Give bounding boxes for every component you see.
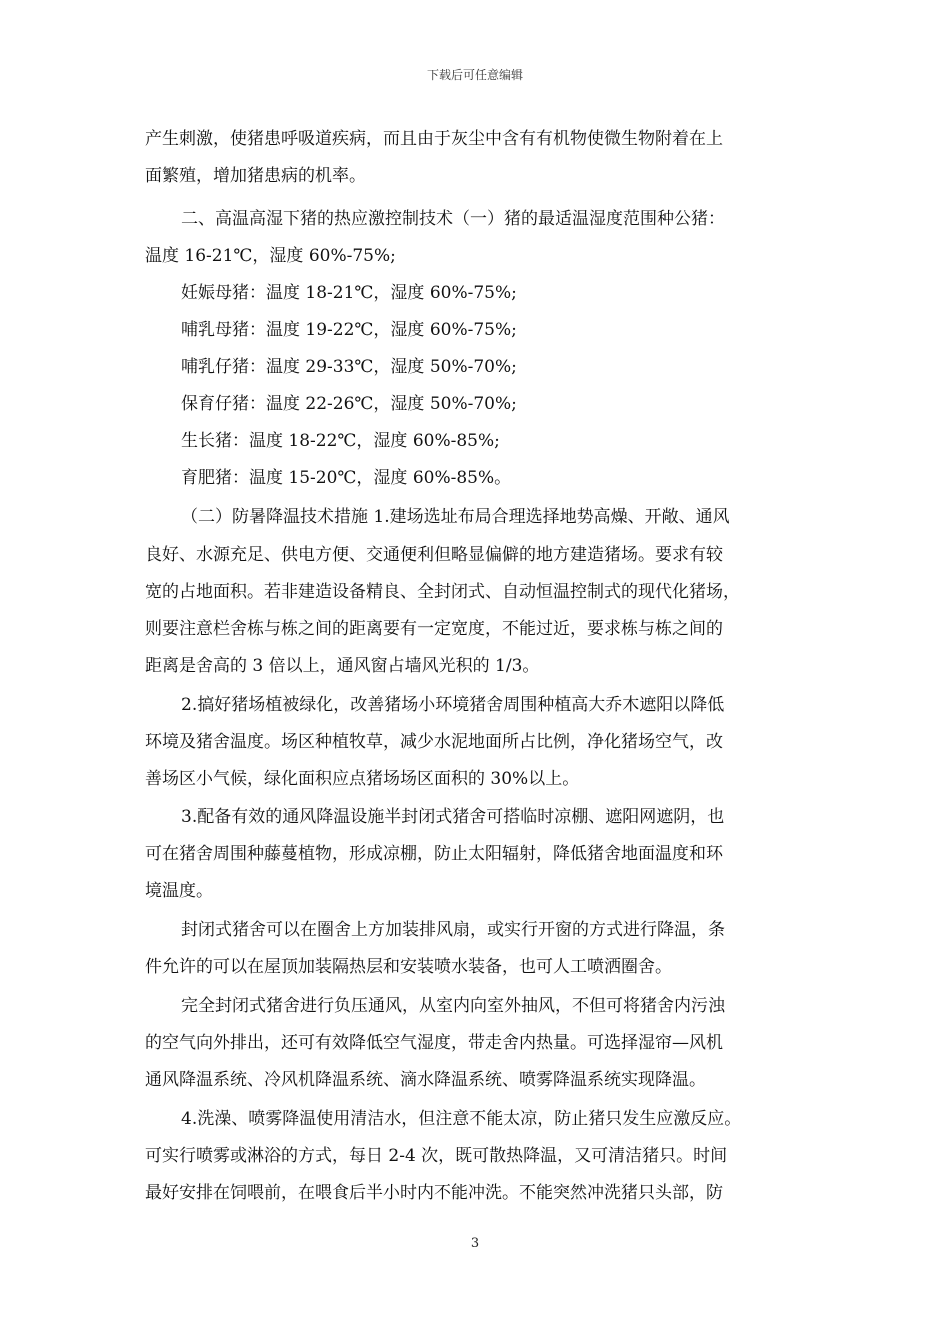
text-line: 保育仔猪：温度 22-26℃，湿度 50%-70%; — [181, 394, 517, 414]
text-line: 良好、水源充足、供电方便、交通便利但略显偏僻的地方建造猪场。要求有较 — [145, 545, 723, 565]
text-line: （二）防暑降温技术措施 1.建场选址布局合理选择地势高燥、开敞、通风 — [181, 507, 730, 527]
text-line: 可在猪舍周围种藤蔓植物，形成凉棚，防止太阳辐射，降低猪舍地面温度和环 — [145, 844, 723, 864]
text-line: 二、高温高湿下猪的热应激控制技术（一）猪的最适温湿度范围种公猪： — [181, 209, 725, 229]
text-line: 善场区小气候，绿化面积应点猪场场区面积的 30%以上。 — [145, 769, 580, 789]
text-line: 最好安排在饲喂前，在喂食后半小时内不能冲洗。不能突然冲洗猪只头部，防 — [145, 1183, 723, 1203]
text-line: 2.搞好猪场植被绿化，改善猪场小环境猪舍周围种植高大乔木遮阳以降低 — [181, 695, 725, 715]
text-line: 妊娠母猪：温度 18-21℃，湿度 60%-75%; — [181, 283, 517, 303]
page-header: 下载后可任意编辑 — [426, 68, 523, 82]
text-line: 封闭式猪舍可以在圈舍上方加装排风扇，或实行开窗的方式进行降温，条 — [181, 920, 725, 940]
text-line: 通风降温系统、冷风机降温系统、滴水降温系统、喷雾降温系统实现降温。 — [145, 1070, 706, 1090]
text-line: 3.配备有效的通风降温设施半封闭式猪舍可搭临时凉棚、遮阳网遮阴，也 — [181, 807, 725, 827]
page-number: 3 — [470, 1236, 480, 1251]
text-line: 温度 16-21℃，湿度 60%-75%; — [145, 246, 396, 266]
text-line: 哺乳母猪：温度 19-22℃，湿度 60%-75%; — [181, 320, 517, 340]
text-line: 产生刺激，使猪患呼吸道疾病，而且由于灰尘中含有有机物使微生物附着在上 — [145, 129, 723, 149]
text-line: 距离是舍高的 3 倍以上，通风窗占墙风光积的 1/3。 — [145, 656, 540, 676]
text-line: 完全封闭式猪舍进行负压通风，从室内向室外抽风，不但可将猪舍内污浊 — [181, 996, 725, 1016]
text-line: 环境及猪舍温度。场区种植牧草，减少水泥地面所占比例，净化猪场空气，改 — [145, 732, 723, 752]
text-line: 育肥猪：温度 15-20℃，湿度 60%-85%。 — [181, 468, 512, 488]
text-line: 可实行喷雾或淋浴的方式，每日 2-4 次，既可散热降温，又可清洁猪只。时间 — [145, 1146, 728, 1166]
text-line: 件允许的可以在屋顶加装隔热层和安装喷水装备，也可人工喷洒圈舍。 — [145, 957, 672, 977]
text-line: 4.洗澡、喷雾降温使用清洁水，但注意不能太凉，防止猪只发生应激反应。 — [181, 1109, 742, 1129]
text-line: 哺乳仔猪：温度 29-33℃，湿度 50%-70%; — [181, 357, 517, 377]
text-line: 境温度。 — [145, 881, 213, 901]
text-line: 的空气向外排出，还可有效降低空气湿度，带走舍内热量。可选择湿帘—风机 — [145, 1033, 723, 1053]
text-line: 宽的占地面积。若非建造设备精良、全封闭式、自动恒温控制式的现代化猪场， — [145, 582, 740, 602]
text-line: 则要注意栏舍栋与栋之间的距离要有一定宽度，不能过近，要求栋与栋之间的 — [145, 619, 723, 639]
text-line: 面繁殖，增加猪患病的机率。 — [145, 166, 366, 186]
text-line: 生长猪：温度 18-22℃，湿度 60%-85%; — [181, 431, 500, 451]
